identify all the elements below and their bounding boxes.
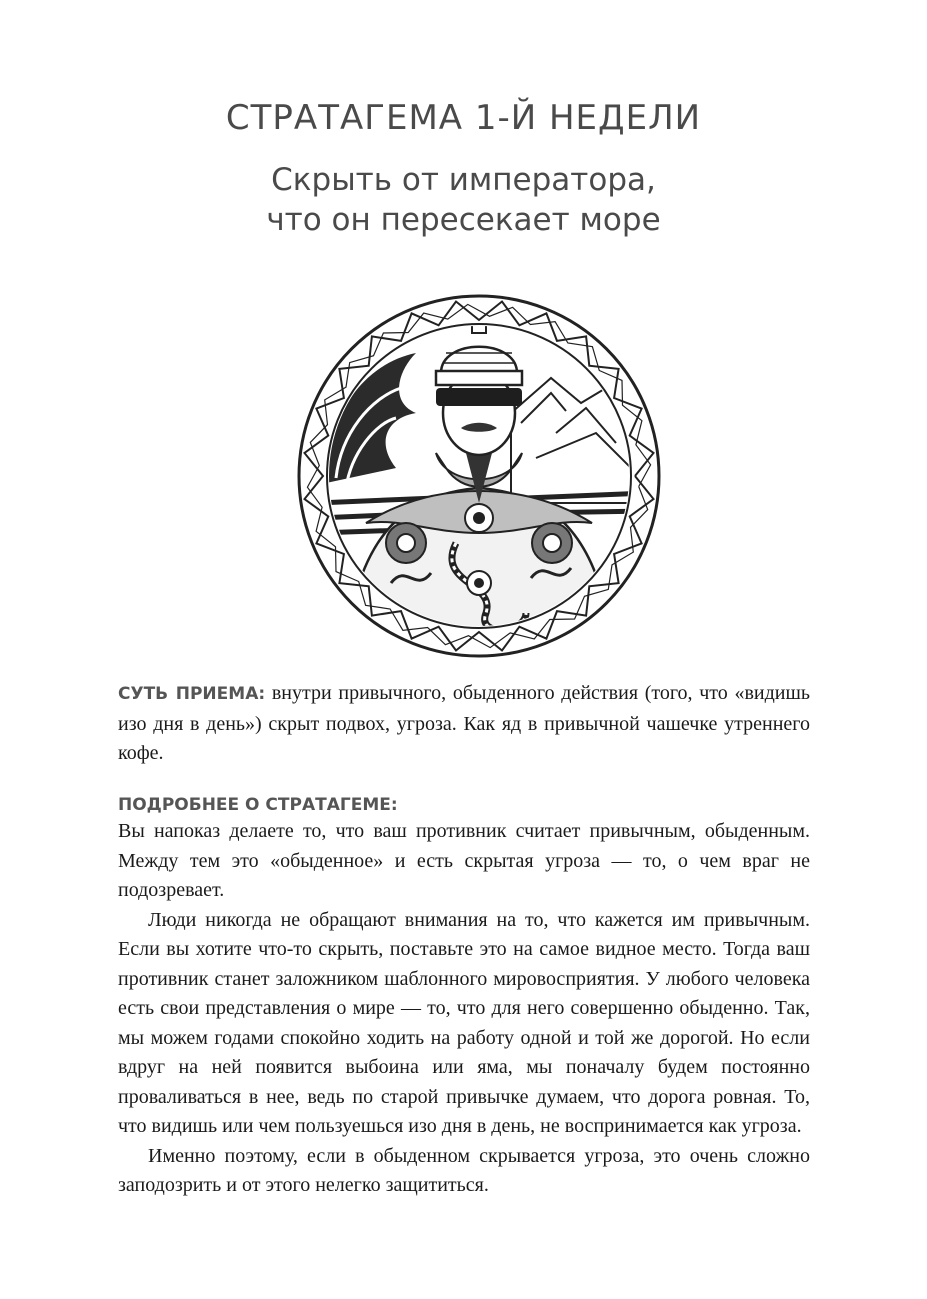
details-paragraph-3: Именно поэтому, если в обыденном скрывается угроза, это очень сложно заподозрить и от этого нелегко защититься. <box>118 1144 810 1196</box>
subtitle-line-1: Скрыть от императора, <box>271 162 656 198</box>
details-heading <box>118 790 810 821</box>
details-section <box>118 817 810 1201</box>
blindfolded-emperor-icon <box>296 293 662 659</box>
gist-paragraph <box>118 679 810 769</box>
details-paragraph-1: Вы напоказ делаете то, что ваш противник считает привычным, обыденным. Между тем это «обыденное» и есть скрытая угроза — то, о чем враг не подозревает. <box>118 820 810 901</box>
stratagem-title: СТРАТАГЕМА 1-Й НЕДЕЛИ <box>225 98 702 138</box>
details-paragraph-2: Люди никогда не обращают внимания на то, что кажется им привычным. Если вы хотите что-то скрыть, поставьте это на самое видное место. Тогда ваш противник станет заложником шаблонного мировосприятия. У любого человека есть свои представления о мире — то, что для него совершенно обыденно. Так, мы можем годами спокойно ходить на работу одной и той же дорогой. Но если вдруг на ней появится выбоина или яма, мы поначалу будем постоянно проваливаться в нее, ведь по старой привычке думаем, что дорога ровная. То, что видишь или чем пользуешься изо дня в день, не воспринимается как угроза. <box>118 908 810 1137</box>
details-label: ПОДРОБНЕЕ О СТРАТАГЕМЕ: <box>118 795 398 815</box>
stratagem-subtitle <box>0 160 927 240</box>
gist-label: СУТЬ ПРИЕМА: <box>118 684 266 704</box>
subtitle-line-2: что он пересекает море <box>266 202 661 238</box>
gist-text: внутри привычного, обыденного действия (того, что «видишь изо дня в день») скрыт подвох, угроза. Как яд в привычной чашечке утреннего кофе. <box>118 682 811 764</box>
